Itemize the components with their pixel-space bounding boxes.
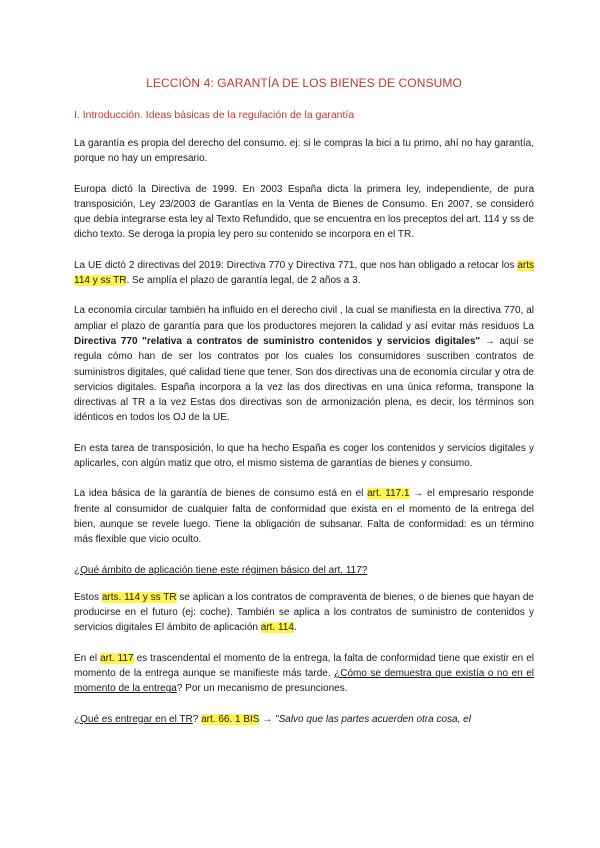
paragraph-8-text-b: es trascendental el momento de la entrega, la falta de conformidad tiene que existir en el momento de la entrega aunque se manifieste más tarde. — [74, 652, 534, 680]
paragraph-8 — [74, 651, 534, 697]
paragraph-4 — [74, 303, 534, 425]
paragraph-3-text-a: La UE dictó 2 directivas del 2019: Directiva 770 y Directiva 771, que nos han obligado a retocar los — [74, 259, 518, 271]
paragraph-3-text-b: . Se amplía el plazo de garantía legal, de 2 años a 3. — [126, 275, 361, 287]
paragraph-5: En esta tarea de transposición, lo que ha hecho España es coger los contenidos y servicios digitales y aplicarles, con algún matiz que otro, el mismo sistema de garantías de bienes y consumo. — [74, 442, 534, 470]
highlight-arts-114: arts 114 y ss TR — [74, 259, 534, 287]
quote-text: "Salvo que las partes acuerden otra cosa, el — [275, 713, 471, 725]
paragraph-9-text-b: → — [259, 713, 276, 725]
section-heading: I. Introducción. Ideas básicas de la regulación de la garantía — [74, 109, 355, 121]
directive-770-title: Directiva 770 "relativa a contratos de suministro contenidos y servicios digitales" — [74, 335, 481, 347]
underlined-question: ¿Cómo se demuestra que existía o no en el momento de la entrega — [74, 668, 534, 695]
paragraph-1: La garantía es propia del derecho del consumo. ej: si le compras la bici a tu primo, ahí no hay garantía, porque no hay un empresario. — [74, 138, 534, 165]
paragraph-6-text-b: → el empresario responde frente al consumidor de cualquier falta de conformidad que exista en el momento de la entrega del bien, aunque se revele luego. Tiene la obligación de subsanar. Falta de conformidad: es un término más flexible que vicio oculto. — [74, 488, 534, 546]
highlight-art-114: art. 114 — [260, 622, 294, 634]
paragraph-7-text-a: Estos — [74, 591, 102, 603]
paragraph-7-text-b: se aplican a los contratos de compraventa de bienes, o de bienes que hayan de producirse en el futuro (ej: coche). También se aplica a los contratos de suministro de contenidos y servicios digitales El ámbito de aplicación — [74, 591, 534, 634]
paragraph-8-text-c: ? Por un mecanismo de presunciones. — [176, 683, 348, 695]
paragraph-8-text-a: En el — [74, 652, 101, 664]
question-ambito: ¿Qué ámbito de aplicación tiene este régimen básico del art. 117? — [74, 564, 368, 576]
paragraph-9 — [74, 712, 534, 727]
paragraph-6-text-a: La idea básica de la garantía de bienes de consumo está en el — [74, 488, 368, 500]
paragraph-7 — [74, 590, 534, 636]
paragraph-4-text-a: La economía circular también ha influido en el derecho civil , la cual se manifiesta en la directiva 770, al ampliar el plazo de garantía para que los productores mejoren la calidad y así evitar más residuos La — [74, 305, 534, 332]
page-title: LECCIÓN 4: GARANTÍA DE LOS BIENES DE CONSUMO — [146, 76, 462, 90]
paragraph-4-text-b: → aquí se regula cómo han de ser los contratos por los cuales los consumidores suscriben contratos de suministros digitales, qué calidad tiene que tener. Son dos directivas una de economía circular y otra de servicios digitales. España incorpora a la vez las dos directivas en una única reforma, transpone la directivas al TR a la vez Estas dos directivas son de armonización plena, es decir, los términos son idénticos en todos los OJ de la UE. — [74, 335, 534, 424]
question-entregar: ¿Qué es entregar en el TR — [74, 713, 193, 725]
paragraph-7-text-c: . — [293, 622, 297, 634]
paragraph-6 — [74, 486, 534, 547]
highlight-art-117: art. 117 — [100, 652, 134, 664]
highlight-art-66: art. 66. 1 BIS — [201, 713, 260, 725]
highlight-arts-114-tr: arts. 114 y ss TR — [101, 591, 177, 603]
paragraph-9-text-a: ? — [192, 713, 202, 725]
paragraph-2: Europa dictó la Directiva de 1999. En 2003 España dicta la primera ley, independiente, de pura transposición, Ley 23/2003 de Garantías en la Venta de Bienes de Consumo. En 2007, se consideró que debía integrarse esta ley al Texto Refundido, que se encuentra en los preceptos del art. 114 y ss de dicho texto. Se deroga la propia ley pero su contenido se incorpora en el TR. — [74, 183, 534, 241]
highlight-art-117-1: art. 117.1 — [367, 488, 410, 500]
paragraph-3 — [74, 258, 534, 289]
